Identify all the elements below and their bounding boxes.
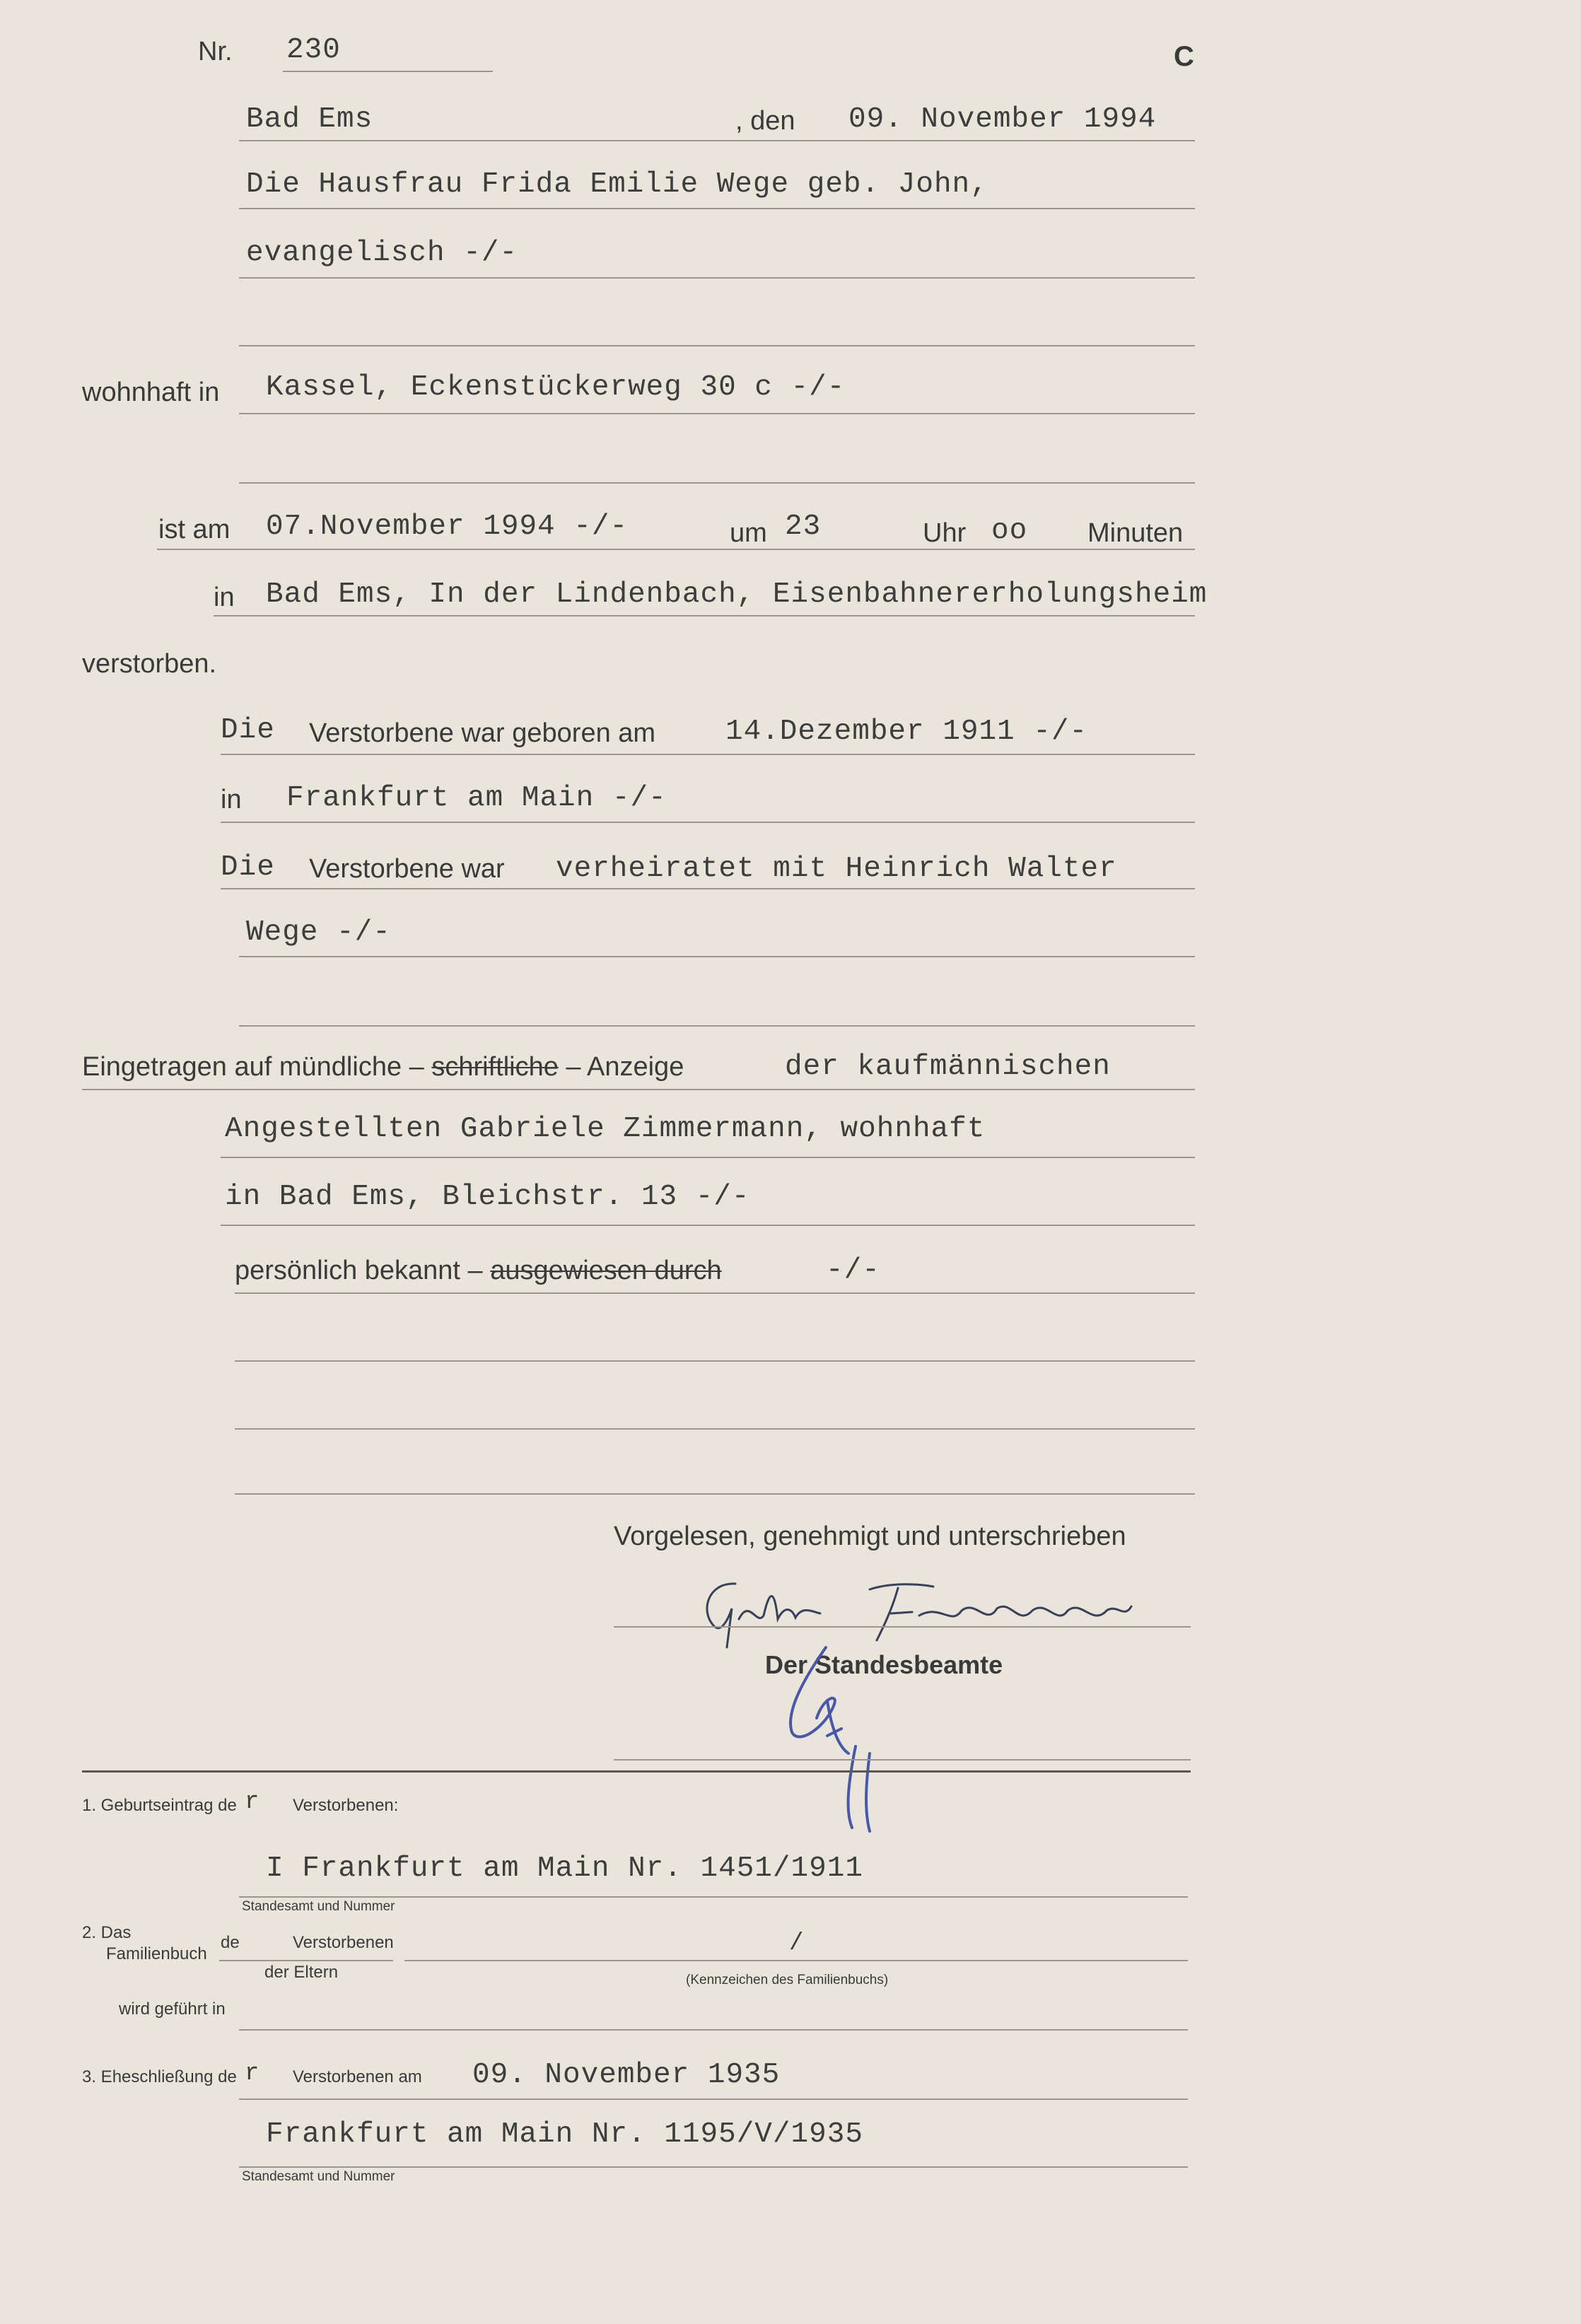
marital-status-cont: Wege -/- xyxy=(246,916,391,949)
marriage-register-entry: Frankfurt am Main Nr. 1195/V/1935 xyxy=(266,2118,863,2151)
marriage-die-typed: Die xyxy=(221,851,275,884)
item3-label-a: 3. Eheschließung de xyxy=(82,2067,237,2086)
known-label: persönlich bekannt – ausgewiesen durch xyxy=(235,1256,722,1285)
item2-de: de xyxy=(221,1933,240,1952)
informant-line-3: in Bad Ems, Bleichstr. 13 -/- xyxy=(225,1181,750,1213)
death-date: 07.November 1994 -/- xyxy=(266,510,629,543)
marriage-date: 09. November 1935 xyxy=(472,2059,781,2091)
birth-die-typed: Die xyxy=(221,714,275,747)
read-approved-label: Vorgelesen, genehmigt und unterschrieben xyxy=(614,1522,1126,1551)
item1-label-b: Verstorbenen: xyxy=(293,1796,399,1815)
birth-date: 14.Dezember 1911 -/- xyxy=(725,716,1088,748)
um-label: um xyxy=(730,518,767,548)
marital-status: verheiratet mit Heinrich Walter xyxy=(556,853,1117,885)
den-label: , den xyxy=(735,106,795,136)
item2-slash: / xyxy=(789,1930,805,1957)
death-minutes: oo xyxy=(991,515,1028,547)
item2-kennzeichen: (Kennzeichen des Familienbuchs) xyxy=(686,1973,889,1987)
wohnhaft-label: wohnhaft in xyxy=(82,378,220,407)
birth-register-entry: I Frankfurt am Main Nr. 1451/1911 xyxy=(266,1852,863,1885)
deceased-name: Die Hausfrau Frida Emilie Wege geb. John, xyxy=(246,168,988,201)
registration-date: 09. November 1994 xyxy=(848,103,1157,136)
item2-label-fam: Familienbuch xyxy=(106,1944,207,1963)
ist-am-label: ist am xyxy=(158,515,231,544)
birth-label: Verstorbene war geboren am xyxy=(309,718,656,748)
known-typed: -/- xyxy=(826,1254,880,1287)
marriage-label: Verstorbene war xyxy=(309,854,505,884)
item1-underline xyxy=(239,1896,1188,1898)
item3-label-b: Verstorbenen am xyxy=(293,2067,422,2086)
registration-place: Bad Ems xyxy=(246,103,373,136)
item3-date-underline xyxy=(239,2098,1188,2100)
death-in-label: in xyxy=(214,583,235,612)
standesamt-label-1: Standesamt und Nummer xyxy=(242,1899,395,1914)
religion: evangelisch -/- xyxy=(246,237,518,269)
verstorben-label: verstorben. xyxy=(82,649,217,679)
form-letter: C xyxy=(1174,41,1194,72)
informant-line-2: Angestellten Gabriele Zimmermann, wohnhaft xyxy=(225,1113,986,1145)
uhr-label: Uhr xyxy=(923,518,967,548)
item2-wird: wird geführt in xyxy=(119,1999,226,2019)
death-hour: 23 xyxy=(785,510,822,543)
item2-label-das: 2. Das xyxy=(82,1923,132,1942)
informant-line-1: der kaufmännischen xyxy=(785,1051,1111,1083)
footer-divider xyxy=(82,1770,1191,1773)
item1-typed-r: r xyxy=(245,1789,260,1816)
item1-label-a: 1. Geburtseintrag de xyxy=(82,1796,237,1815)
item2-de-underline xyxy=(219,1960,393,1961)
item2-wird-underline xyxy=(239,2029,1188,2031)
death-place: Bad Ems, In der Lindenbach, Eisenbahnererholungsheim xyxy=(266,578,1208,611)
minuten-label: Minuten xyxy=(1087,518,1184,548)
registrar-signature-line xyxy=(614,1759,1191,1760)
birth-place: Frankfurt am Main -/- xyxy=(286,782,667,814)
nr-label: Nr. xyxy=(198,37,233,66)
register-number: 230 xyxy=(286,34,341,66)
item2-kennzeichen-underline xyxy=(404,1960,1188,1961)
birth-in-label: in xyxy=(221,785,242,814)
residence-address: Kassel, Eckenstückerweg 30 c -/- xyxy=(266,371,846,404)
registrar-label: Der Standesbeamte xyxy=(765,1650,1003,1679)
item3-underline xyxy=(239,2166,1188,2168)
item2-eltern: der Eltern xyxy=(264,1963,339,1982)
item2-verstorbenen: Verstorbenen xyxy=(293,1933,394,1952)
standesamt-label-2: Standesamt und Nummer xyxy=(242,2169,395,2184)
registration-label: Eingetragen auf mündliche – schriftliche – Anzeige xyxy=(82,1052,684,1082)
item3-typed-r: r xyxy=(245,2060,260,2087)
